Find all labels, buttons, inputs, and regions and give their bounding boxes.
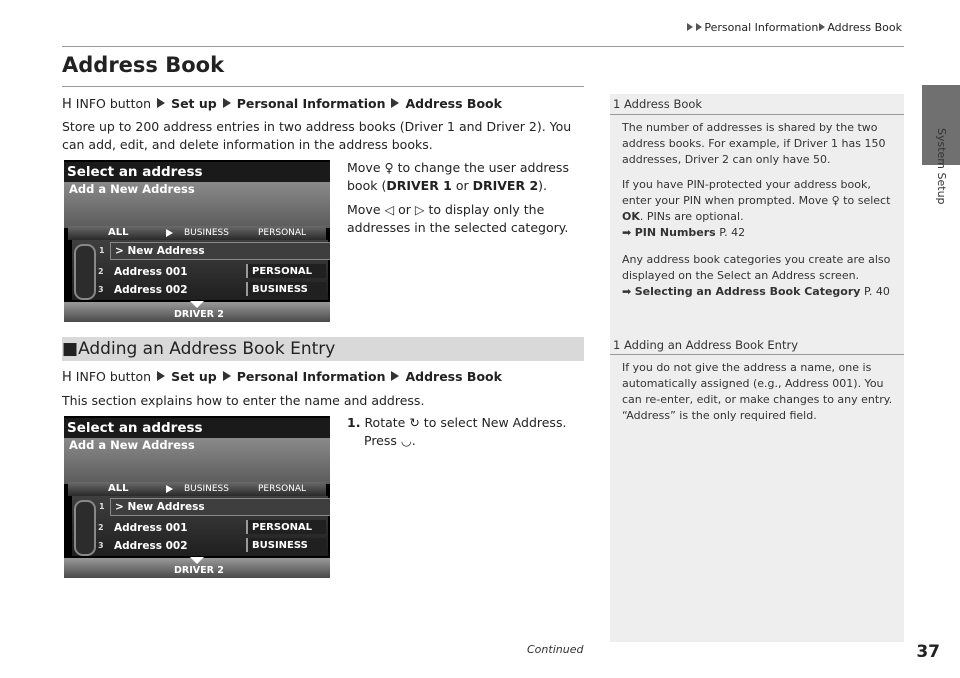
- list-item: 1 > New Address: [110, 498, 330, 516]
- tab-arrow-icon: [166, 485, 173, 493]
- screen-driver: DRIVER 2: [174, 309, 224, 320]
- screen-category-tabs: [68, 482, 326, 496]
- note-marker-icon: 1: [613, 338, 624, 352]
- path-step: Set up: [171, 96, 217, 111]
- screen-list: [72, 240, 328, 300]
- section-title: ■Adding an Address Book Entry: [62, 339, 336, 359]
- knob-icon: [74, 500, 96, 556]
- tab-all: ALL: [108, 483, 129, 494]
- note-paragraph: Any address book categories you create are also displayed on the Select an Address screen. ➡ Selecting an Address Book Category P. 40: [622, 253, 891, 298]
- breadcrumb-arrow-icon: [687, 23, 693, 31]
- path-step: Personal Information: [236, 369, 386, 384]
- screen-add-bar: [64, 438, 330, 484]
- home-icon: H: [62, 370, 72, 385]
- path-step: Address Book: [405, 369, 502, 384]
- category-instruction: Move ◁ or ▷ to display only the addresses in the selected category.: [347, 202, 569, 235]
- reference-icon: ➡: [622, 285, 635, 298]
- ref-link[interactable]: Selecting an Address Book Category: [634, 285, 861, 298]
- intro-paragraph: Store up to 200 address entries in two address books (Driver 1 and Driver 2). You can add, edit, and delete information in the address books.: [62, 119, 572, 152]
- list-item: 3 Address 002 BUSINESS: [110, 538, 330, 554]
- joystick-right-icon: ▷: [414, 202, 425, 217]
- page-title: Address Book: [62, 53, 225, 77]
- page-number: 37: [916, 642, 940, 662]
- joystick-left-icon: ◁: [384, 202, 395, 217]
- path-arrow-icon: [157, 98, 165, 108]
- move-instruction: Move ♀ to change the user address book (DRIVER 1 or DRIVER 2).: [347, 160, 569, 193]
- nav-screen: [64, 416, 330, 578]
- path-arrow-icon: [391, 371, 399, 381]
- screen-title: Select an address: [64, 162, 330, 182]
- joystick-down-icon: ♀: [831, 194, 840, 207]
- tab-personal: PERSONAL: [258, 228, 307, 238]
- down-arrow-icon: [190, 557, 204, 564]
- screen-category-tabs: [68, 226, 326, 240]
- continued-label: Continued: [527, 643, 584, 656]
- tab-all: ALL: [108, 227, 129, 238]
- screen-title: Select an address: [64, 418, 330, 438]
- home-icon: H: [62, 97, 72, 112]
- joystick-down-icon: ♀: [384, 160, 394, 175]
- down-arrow-icon: [190, 301, 204, 308]
- menu-path: [62, 96, 502, 112]
- menu-path: [62, 369, 502, 385]
- breadcrumb-item[interactable]: Personal Information: [704, 21, 819, 34]
- tab-arrow-icon: [166, 229, 173, 237]
- breadcrumb-arrow-icon: [819, 23, 825, 31]
- driver1-label: DRIVER 1: [386, 178, 452, 193]
- path-step: Set up: [171, 369, 217, 384]
- step-1: 1. Rotate ↻ to select New Address. Press ◡.: [347, 415, 567, 448]
- list-item: 2 Address 001 PERSONAL: [110, 520, 330, 536]
- note-paragraph: If you do not give the address a name, one is automatically assigned (e.g., Address 001). You can re-enter, edit, or make changes to any entry. “Address” is the only required field.: [622, 361, 893, 422]
- screen-add-label: Add a New Address: [69, 438, 195, 452]
- list-item: 3 Address 002 BUSINESS: [110, 282, 330, 298]
- section-intro: This section explains how to enter the name and address.: [62, 393, 425, 408]
- title-divider: [62, 86, 584, 87]
- enter-button-icon: ◡: [400, 433, 412, 448]
- knob-icon: [74, 244, 96, 300]
- screen-footer: [64, 302, 330, 322]
- path-arrow-icon: [391, 98, 399, 108]
- tab-business: BUSINESS: [184, 484, 229, 494]
- driver2-label: DRIVER 2: [472, 178, 539, 193]
- screen-footer: [64, 558, 330, 578]
- breadcrumb-item[interactable]: Address Book: [827, 21, 902, 34]
- tab-personal: PERSONAL: [258, 484, 307, 494]
- side-tab-label: System Setup: [935, 128, 948, 205]
- path-step: Address Book: [405, 96, 502, 111]
- note-heading: 1 Adding an Address Book Entry: [613, 338, 799, 352]
- ref-link[interactable]: PIN Numbers: [634, 226, 716, 239]
- path-start: INFO button: [75, 369, 152, 384]
- note-marker-icon: 1: [613, 97, 624, 111]
- screen-add-bar: [64, 182, 330, 228]
- list-item: 1 > New Address: [110, 242, 330, 260]
- header-divider: [62, 46, 904, 47]
- rotate-knob-icon: ↻: [409, 415, 420, 430]
- screen-list: [72, 496, 328, 556]
- breadcrumb: [686, 21, 902, 34]
- screen-add-label: Add a New Address: [69, 182, 195, 196]
- path-step: Personal Information: [236, 96, 386, 111]
- note-heading: 1 Address Book: [613, 97, 703, 111]
- breadcrumb-arrow-icon: [696, 23, 702, 31]
- note-divider: [610, 354, 904, 355]
- reference-icon: ➡: [622, 226, 635, 239]
- nav-screen: [64, 160, 330, 322]
- path-arrow-icon: [223, 98, 231, 108]
- note-paragraph: The number of addresses is shared by the two address books. For example, if Driver 1 has 150 addresses, Driver 2 can only have 50.: [622, 121, 886, 166]
- path-start: INFO button: [75, 96, 152, 111]
- note-paragraph: If you have PIN-protected your address book, enter your PIN when prompted. Move ♀ to select OK. PINs are optional. ➡ PIN Numbers P. 42: [622, 178, 891, 239]
- new-address-label: New Address: [481, 415, 563, 430]
- note-divider: [610, 114, 904, 115]
- path-arrow-icon: [223, 371, 231, 381]
- path-arrow-icon: [157, 371, 165, 381]
- screen-driver: DRIVER 2: [174, 565, 224, 576]
- list-item: 2 Address 001 PERSONAL: [110, 264, 330, 280]
- tab-business: BUSINESS: [184, 228, 229, 238]
